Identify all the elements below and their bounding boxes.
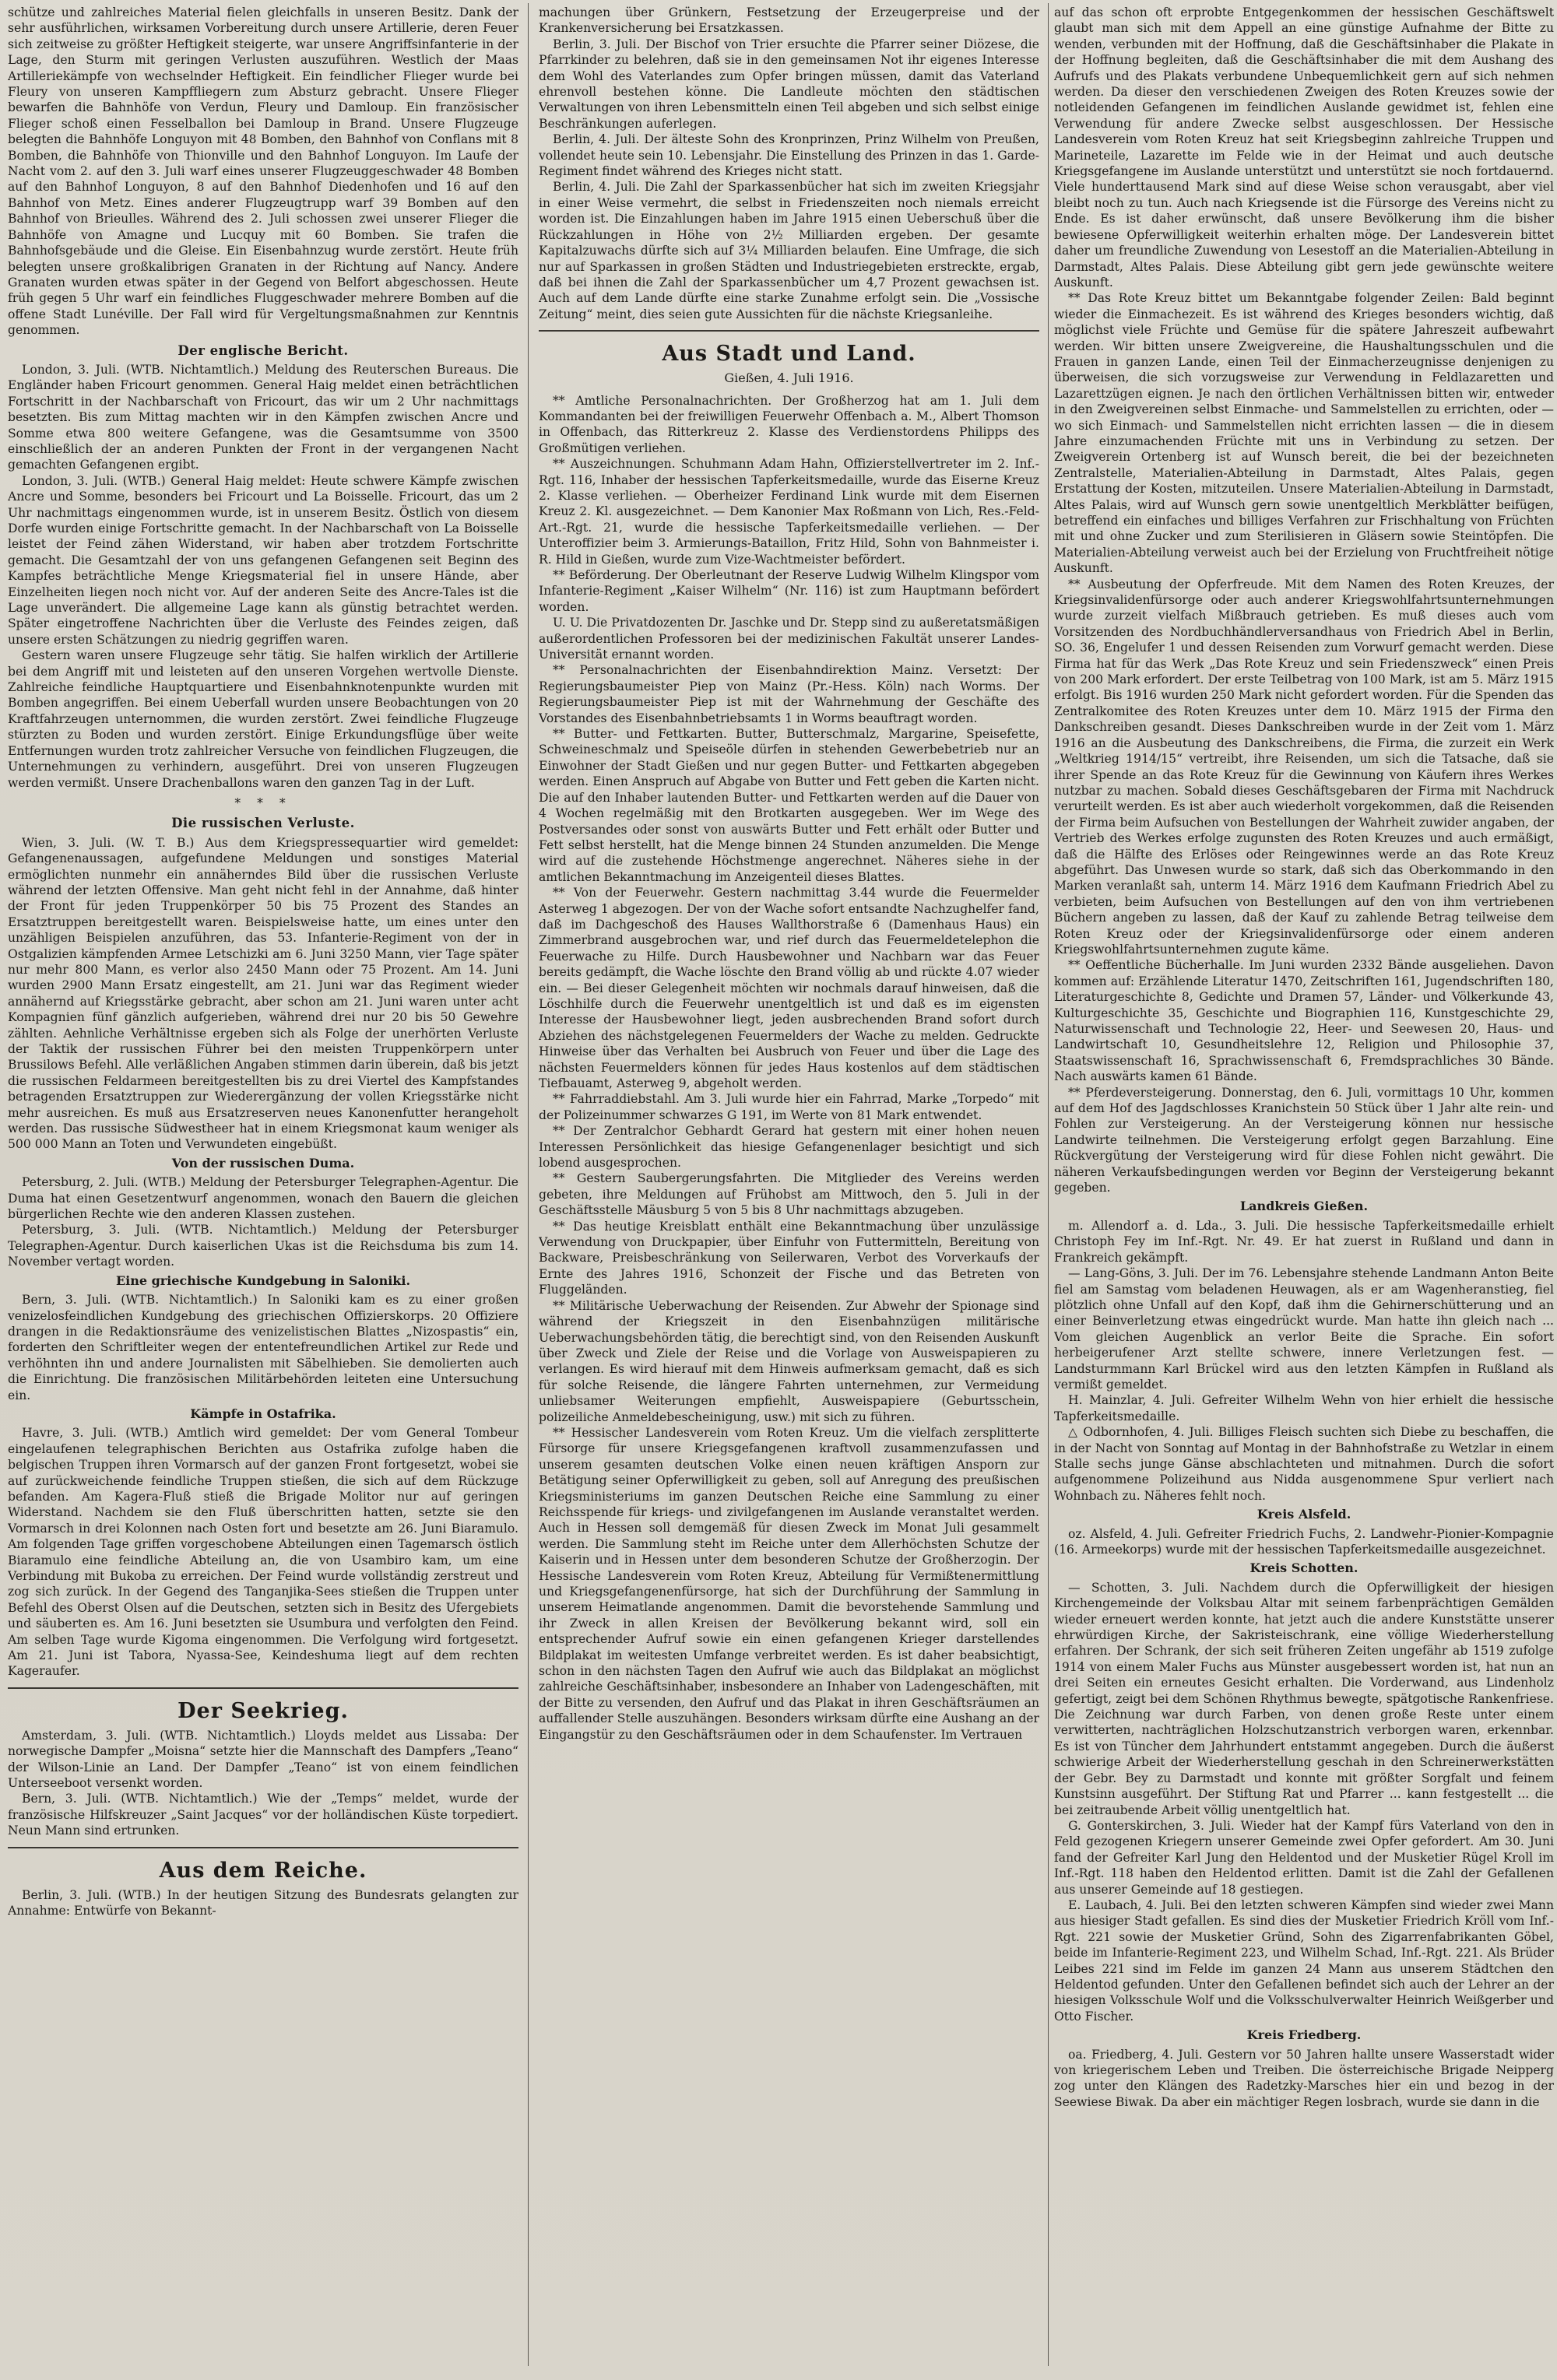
article-text: ** Das Rote Kreuz bittet um Bekanntgabe folgender Zeilen: Bald beginnt wieder die Einmachezeit. Es ist während des Krieges besonders wichtig, daß möglichst viele Früchte und Gemüse für die spätere Jahreszeit aufbewahrt werden. Wir bitten unsere Zweigvereine, die Haushaltungsschulen und die Frauen in ganzen Lande, einen Teil der Einmacherzeugnisse denjenigen zu überweisen, die sich vorzugsweise zur Verwendung in Feldlazaretten und Lazarettzügen eignen. Je nach den örtlichen Verhältnissen bitten wir, entweder in den Zweigvereinen selbst Einmache- und Sammelstellen zu errichten, oder — wo sich Einmach- und Sammelstellen nicht errichten lassen — die in diesem Jahre einzumachenden Früchte mit uns in Verbindung zu setzen. Der Zweigverein Ortenberg ist auf Wunsch bereit, die bei der bezeichneten Zentralstelle, Materialien-Abteilung in Darmstadt, Altes Palais, gegen Erstattung der Kosten, mitzuteilen. Unsere Materialien-Abteilung in Darmstadt, Altes Palais, wird auf Wunsch gern sowie unentgeltlich Merkblätter beifügen, betreffend ein einfaches und billiges Verfahren zur Frischhaltung von Früchten mit und ohne Zucker und zum Sterilisieren in Gläsern sowie Steintöpfen. Die Materialien-Abteilung verweist auch bei der Erzielung von Fruchtfreiheit nötige Auskunft. [1054, 291, 1554, 576]
article-text: ** Beförderung. Der Oberleutnant der Reserve Ludwig Wilhelm Klingspor vom Infanterie-Regiment „Kaiser Wilhelm“ (Nr. 116) ist zum Hauptmann befördert worden. [539, 568, 1039, 614]
article-text: Berlin, 4. Juli. Der älteste Sohn des Kronprinzen, Prinz Wilhelm von Preußen, vollendet heute sein 10. Lebensjahr. Die Einstellung des Prinzen in das 1. Garde-Regiment findet während des Krieges nicht statt. [539, 132, 1039, 179]
article-text: ** Pferdeversteigerung. Donnerstag, den 6. Juli, vormittags 10 Uhr, kommen auf dem Hof des Jagdschlosses Kranichstein 50 Stück über 1 Jahr alte rein- und Fohlen zur Versteigerung. An der Versteigerung können nur hessische Landwirte teilnehmen. Die Versteigerung erfolgt gegen Barzahlung. Eine Rückvergütung der Versteigerung wird für diese Fohlen nicht gewährt. Die näheren Verkaufsbedingungen werden vor Beginn der Versteigerung bekannt gegeben. [1054, 1085, 1554, 1195]
article-text: ** Ausbeutung der Opferfreude. Mit dem Namen des Roten Kreuzes, der Kriegsinvalidenfürsorge oder auch anderer Kriegswohlfahrtsunternehmungen wurde zurzeit vielfach Mißbrauch getrieben. Es muß dieses auch vom Vorsitzenden des Nordbuchhändlerversandhaus von Friedrich Abel in Berlin, SO. 36, Engelufer 1 und dessen Reisenden zum Vorwurf gemacht werden. Diese Firma hat für das Werk „Das Rote Kreuz und sein Friedenszweck“ einen Preis von 200 Mark erfordert. Der erste Teilbetrag von 100 Mark, ist am 5. März 1915 erfolgt. Bis 1916 wurden 250 Mark nicht gefordert worden. Für die Spenden das Zentralkomitee des Roten Kreuzes unter dem 10. März 1915 der Firma den Dankschreiben gesandt. Dieses Dankschreiben wurde in der Zeit vom 1. März 1916 an die Ausbeutung des Dankschreibens, die Firma, die zurzeit ein Werk „Weltkrieg 1914/15“ vertreibt, ihre Reisenden, um sich die Tatsache, daß sie ihrer Spende an das Rote Kreuz für die Gewinnung von Käufern ihres Werkes nutzbar zu machen. Sobald dieses Geschäftsgebaren der Firma mit Nachdruck verurteilt werden. Es ist aber auch wiederholt vorgekommen, daß die Reisenden der Firma beim Aufsuchen von Bestellungen der Wahrheit zuwider angaben, der Vertrieb des Werkes erfolge zugunsten des Roten Kreuzes und auch ermäßigt, daß die Hälfte des Erlöses oder Reingewinnes werde an das Rote Kreuz abgeführt. Das Unwesen wurde so stark, daß sich das Oberkommando in den Marken veranlaßt sah, unterm 14. März 1916 dem Kaufmann Friedrich Abel zu verbieten, beim Aufsuchen von Bestellungen auf den von ihm vertriebenen Büchern angeben zu lassen, daß der Kauf zu zahlende Betrag teilweise dem Roten Kreuz oder der Kriegsinvalidenfürsorge oder einem anderen Kriegswohlfahrtsunternehmen zugute käme. [1054, 577, 1554, 957]
column-left [8, 5, 518, 2364]
article-text: Petersburg, 2. Juli. (WTB.) Meldung der Petersburger Telegraphen-Agentur. Die Duma hat einen Gesetzentwurf angenommen, wonach den Bauern die gleichen bürgerlichen Rechte wie den anderen Klassen zustehen. [8, 1175, 518, 1222]
article-text: H. Mainzlar, 4. Juli. Gefreiter Wilhelm Wehn von hier erhielt die hessische Tapferkeitsmedaille. [1054, 1393, 1554, 1423]
section-heading: Der englische Bericht. [177, 342, 349, 358]
article-text: machungen über Grünkern, Festsetzung der Erzeugerpreise und der Krankenversicherung bei Ersatzkassen. [539, 5, 1039, 36]
article-text: ** Butter- und Fettkarten. Butter, Butterschmalz, Margarine, Speisefette, Schweineschmalz und Speiseöle dürfen in stehenden Gewerbebetrieb nur an Einwohner der Stadt Gießen und nur gegen Butter- und Fettkarten abgegeben werden. Einen Anspruch auf Abgabe von Butter und Fett geben die Karten nicht. Die auf den Inhaber lautenden Butter- und Fettkarten werden auf die Dauer von 4 Wochen regelmäßig mit den Brotkarten ausgegeben. Wer im Wege des Postversandes oder sonst von auswärts Butter und Fett erhält oder Butter und Fett selbst herstellt, hat die Menge binnen 24 Stunden anzumelden. Die Menge wird auf die zustehende Höchstmenge angerechnet. Näheres siehe in der amtlichen Bekanntmachung im Anzeigenteil dieses Blattes. [539, 727, 1039, 884]
section-divider-stars: * * * [234, 795, 292, 810]
section-heading: Kreis Friedberg. [1246, 2027, 1362, 2043]
column-right [1054, 5, 1554, 2364]
section-rule [539, 330, 1039, 332]
article-text: Amsterdam, 3. Juli. (WTB. Nichtamtlich.) Lloyds meldet aus Lissaba: Der norwegische Dampfer „Moisna“ setzte hier die Mannschaft des Dampfers „Teano“ der Wilson-Linie an Land. Der Dampfer „Teano“ ist von einem feindlichen Unterseeboot versenkt worden. [8, 1728, 518, 1791]
section-rule [8, 1687, 518, 1689]
article-text: ** Hessischer Landesverein vom Roten Kreuz. Um die vielfach zersplitterte Fürsorge für unsere Kriegsgefangenen kraftvoll zusammenzufassen und unserem gesamten deutschen Volke einen neuen kräftigen Ansporn zur Betätigung seiner Opferwilligkeit zu geben, soll auf Anregung des preußischen Kriegsministeriums im ganzen Deutschen Reiche eine Sammlung zu einer Reichsspende für kriegs- und zivilgefangenen im Auslande veranstaltet werden. Auch in Hessen soll demgemäß für diesen Zweck im Monat Juli gesammelt werden. Die Sammlung steht im Reiche unter dem Allerhöchsten Schutze der Kaiserin und in Hessen unter dem besonderen Schutze der Großherzogin. Der Hessische Landesverein vom Roten Kreuz, Abteilung für Vermißtenermittlung und Kriegsgefangenenfürsorge, hat sich der Durchführung der Sammlung in unserem Heimatlande angenommen. Damit die bevorstehende Sammlung und ihr Zweck in allen Kreisen der Bevölkerung bekannt wird, soll ein entsprechender Aufruf sowie ein einen gefangenen Krieger darstellendes Bildplakat im weitesten Umfange verbreitet werden. Es ist daher beabsichtigt, schon in den nächsten Tagen den Aufruf wie auch das Bildplakat an möglichst zahlreiche Geschäftsinhaber, insbesondere an Inhaber von Ladengeschäften, mit der Bitte zu versenden, den Aufruf und das Plakat in ihren Geschäftsräumen an auffallender Stelle auszuhängen. Besonders wirksam dürfte eine Aushang an der Eingangstür zu den Geschäftsräumen oder in dem Schaufenster. Im Vertrauen [539, 1425, 1039, 1742]
department-heading: Aus Stadt und Land. [662, 342, 916, 367]
section-rule [8, 1847, 518, 1848]
department-heading: Aus dem Reiche. [159, 1858, 367, 1883]
article-text: oa. Friedberg, 4. Juli. Gestern vor 50 Jahren hallte unsere Wasserstadt wider von kriegerischem Leben und Treiben. Die österreichische Brigade Neipperg zog unter den Klängen des Radetzky-Marsches hier ein und bezog in der Seewiese Biwak. Da aber ein mächtiger Regen losbrach, wurde sie dann in die [1054, 2047, 1554, 2109]
article-text: ** Oeffentliche Bücherhalle. Im Juni wurden 2332 Bände ausgeliehen. Davon kommen auf: Erzählende Literatur 1470, Zeitschriften 161, Jugendschriften 180, Literaturgeschichte 8, Gedichte und Dramen 57, Länder- und Völkerkunde 43, Kulturgeschichte 35, Geschichte und Biographien 116, Kunstgeschichte 29, Naturwissenschaft und Technologie 22, Heer- und Seewesen 20, Haus- und Landwirtschaft 10, Gesundheitslehre 12, Religion und Philosophie 37, Staatswissenschaft 16, Sprachwissenschaft 6, Fremdsprachliches 30 Bände. Nach auswärts kamen 61 Bände. [1054, 958, 1554, 1084]
article-text: ** Amtliche Personalnachrichten. Der Großherzog hat am 1. Juli dem Kommandanten bei der freiwilligen Feuerwehr Offenbach a. M., Albert Thomson in Offenbach, das Ritterkreuz 2. Klasse des Verdienstordens Philipps des Großmütigen verliehen. [539, 393, 1039, 455]
article-text: London, 3. Juli. (WTB.) General Haig meldet: Heute schwere Kämpfe zwischen Ancre und Somme, besonders bei Fricourt und La Boisselle. Fricourt, das um 2 Uhr nachmittags eingenommen wurde, ist in unserem Besitz. Östlich von diesem Dorfe wurden einige Fortschritte gemacht. In der Nachbarschaft von La Boisselle leistet der Feind zähen Widerstand, wir haben aber trotzdem Fortschritte gemacht. Die Gesamtzahl der von uns gefangenen Gefangenen seit Beginn des Kampfes beträchtliche Menge Kriegsmaterial fiel in unsere Hände, aber Einzelheiten liegen noch nicht vor. Auf der anderen Seite des Ancre-Tales ist die Lage unverändert. Die allgemeine Lage kann als günstig betrachtet werden. Später eingetroffene Nachrichten über die Verluste des Feindes zeigen, daß unsere ersten Schätzungen zu niedrig gegriffen waren. [8, 473, 518, 647]
section-heading: Kämpfe in Ostafrika. [190, 1406, 336, 1421]
article-text: Berlin, 3. Juli. Der Bischof von Trier ersuchte die Pfarrer seiner Diözese, die Pfarrkinder zu belehren, daß sie in den gemeinsamen Not ihr eigenes Interesse dem Wohl des Vaterlandes zum Opfer bringen müssen, damit das Vaterland ehrenvoll bestehen könne. Die Landleute möchten den städtischen Verwaltungen von ihren Lebensmitteln einen Teil abgeben und sich selbst einige Beschränkungen auferlegen. [539, 37, 1039, 131]
section-heading: Kreis Schotten. [1249, 1560, 1358, 1576]
article-text: Bern, 3. Juli. (WTB. Nichtamtlich.) Wie der „Temps“ meldet, wurde der französische Hilfskreuzer „Saint Jacques“ vor der holländischen Küste torpediert. Neun Mann sind ertrunken. [8, 1792, 518, 1838]
article-text: G. Gonterskirchen, 3. Juli. Wieder hat der Kampf fürs Vaterland von den in Feld gezogenen Kriegern unserer Gemeinde zwei Opfer gefordert. Am 30. Juni fand der Gefreiter Karl Jung den Heldentod und der Musketier Rügel Kroll im Inf.-Rgt. 118 haben den Heldentod erlitten. Damit ist die Zahl der Gefallenen aus unserer Gemeinde auf 18 gestiegen. [1054, 1818, 1554, 1897]
article-text: ** Personalnachrichten der Eisenbahndirektion Mainz. Versetzt: Der Regierungsbaumeister Piep von Mainz (Pr.-Hess. Köln) nach Worms. Der Regierungsbaumeister Piep ist mit der Wahrnehmung der Geschäfte des Vorstandes des Eisenbahnbetriebsamts 1 in Worms beauftragt worden. [539, 663, 1039, 725]
article-text: — Schotten, 3. Juli. Nachdem durch die Opferwilligkeit der hiesigen Kirchengemeinde der Volksbau Altar mit seinem farbenprächtigen Gemälden wieder erneuert werden konnte, hat jetzt auch die andere Kunststätte unserer ehrwürdigen Kirche, der Sakristeischrank, eine völlige Wiederherstellung erfahren. Der Schrank, der sich seit früheren Zeiten ungefähr ab 1519 zufolge 1914 von einem Maler Fuchs aus Münster ausgebessert worden ist, hat nun an drei Seiten ein erneutes Gesicht erhalten. Die Vorderwand, aus Lindenholz gefertigt, zeigt bei dem Schönen Rhythmus bewegte, spätgotische Rankenfriese. Die Zeichnung war durch Farben, von denen große Reste unter einem verwitterten, nachträglichen Holzschutzanstrich verborgen waren, erkennbar. Es ist von Tüncher dem Jahrhundert entstammt angegeben. Durch die äußerst schwierige Arbeit der Wiederherstellung geschah in den Schreinerwerkstätten der Gebr. Bey zu Darmstadt und konnte mit größter Sorgfalt und feinem Kunstsinn ausgeführt. Der Stiftung Rat und Pfarrer ... kann festgestellt ... die bei zeitraubende Arbeit völlig unentgeltlich hat. [1054, 1580, 1554, 1817]
section-heading: Kreis Alsfeld. [1256, 1507, 1351, 1522]
column-middle [539, 5, 1039, 2364]
dateline: Gießen, 4. Juli 1916. [724, 370, 854, 386]
department-heading: Der Seekrieg. [177, 1698, 349, 1723]
article-text: — Lang-Göns, 3. Juli. Der im 76. Lebensjahre stehende Landmann Anton Beite fiel am Samstag vom beladenen Heuwagen, als er am Wagenheranstieg, fiel plötzlich ohne Unfall auf den Kopf, daß ihm die Gehirnerschütterung und an einer Beinverletzung etwas eingedrückt wurde. Man hatte ihn gleich nach ... Vom gleichen Augenblick an verlor Beite die Sprache. Ein sofort herbeigerufener Arzt stellte schwere, innere Verletzungen fest. — Landsturmmann Karl Brückel wird aus den letzten Kämpfen in Rußland als vermißt gemeldet. [1054, 1266, 1554, 1392]
article-text: U. U. Die Privatdozenten Dr. Jaschke und Dr. Stepp sind zu außeretatsmäßigen außerordentlichen Professoren bei der medizinischen Fakultät unserer Landes-Universität ernannt worden. [539, 616, 1039, 662]
section-heading: Die russischen Verluste. [171, 816, 355, 831]
article-text: ** Fahrraddiebstahl. Am 3. Juli wurde hier ein Fahrrad, Marke „Torpedo“ mit der Polizeinummer schwarzes G 191, im Werte von 81 Mark entwendet. [539, 1092, 1039, 1122]
article-text: Gestern waren unsere Flugzeuge sehr tätig. Sie halfen wirklich der Artillerie bei dem Angriff mit und leisteten auf den unseren Vorgehen wertvolle Dienste. Zahlreiche feindliche Hauptquartiere und Eisenbahnknotenpunkte wurden mit Bomben angegriffen. Bei einem Ueberfall wurden unsere Beobachtungen von 20 Kraftfahrzeugen unternommen, die wurden zerstört. Zwei feindliche Flugzeuge stürzten zu Boden und wurden zerstört. Einige Erkundungsflüge über weite Entfernungen wurden trotz zahlreicher Versuche von feindlichen Flugzeugen, die Unternehmungen zu verhindern, ausgeführt. Drei von unseren Flugzeugen werden vermißt. Unsere Drachenballons waren den ganzen Tag in der Luft. [8, 648, 518, 790]
article-text: ** Gestern Saubergerungsfahrten. Die Mitglieder des Vereins werden gebeten, ihre Meldungen auf Frühobst am Mittwoch, den 5. Juli in der Geschäftsstelle Mäusburg 5 von 5 bis 8 Uhr nachmittags abzugeben. [539, 1171, 1039, 1218]
section-heading: Von der russischen Duma. [171, 1155, 355, 1171]
article-text: Bern, 3. Juli. (WTB. Nichtamtlich.) In Saloniki kam es zu einer großen venizelosfeindlichen Kundgebung des griechischen Offizierskorps. 20 Offiziere drangen in die Redaktionsräume des venizelistischen Blattes „Nizospastis“ ein, forderten den Schriftleiter wegen der ententefreundlichen Artikel zur Rede und verhöhnten ihn und andere Journalisten mit Säbelhieben. Sie demolierten auch die Einrichtung. Die französischen Militärbehörden leiteten eine Untersuchung ein. [8, 1293, 518, 1402]
article-text: ** Militärische Ueberwachung der Reisenden. Zur Abwehr der Spionage sind während der Kriegszeit in den Eisenbahnzügen militärische Ueberwachungsbehörden tätig, die berechtigt sind, von den Reisenden Auskunft über Zweck und Ziele der Reise und die Vorlage von Ausweispapieren zu verlangen. Es wird hierauf mit dem Hinweis aufmerksam gemacht, daß es sich für solche Reisende, die längere Fahrten unternehmen, zur Vermeidung unliebsamer Weiterungen empfiehlt, Ausweispapiere (Geburtsschein, polizeiliche Anmeldebescheinigung, usw.) mit sich zu führen. [539, 1298, 1039, 1424]
article-text: London, 3. Juli. (WTB. Nichtamtlich.) Meldung des Reuterschen Bureaus. Die Engländer haben Fricourt genommen. General Haig meldet einen beträchtlichen Fortschritt in der Nachbarschaft von Fricourt, das wir um 2 Uhr nachmittags besetzten. Bis zum Mittag machten wir in den Kämpfen zwischen Ancre und Somme etwa 800 weitere Gefangene, was die Gesamtsumme von 3500 einschließlich der an anderen Punkten der Front in der vergangenen Nacht gemachten Gefangenen ergibt. [8, 362, 518, 472]
article-text: oz. Alsfeld, 4. Juli. Gefreiter Friedrich Fuchs, 2. Landwehr-Pionier-Kompagnie (16. Armeekorps) wurde mit der hessischen Tapferkeitsmedaille ausgezeichnet. [1054, 1526, 1554, 1557]
article-text: ** Von der Feuerwehr. Gestern nachmittag 3.44 wurde die Feuermelder Asterweg 1 abgezogen. Der von der Wache sofort entsandte Nachzughelfer fand, daß im Dachgeschoß des Hauses Wallthorstraße 6 (Damenhaus Haus) ein Zimmerbrand ausgebrochen war, und rief durch das Feuermeldetelephon die Feuerwache zu Hilfe. Durch Hausbewohner und Nachbarn war das Feuer bereits gedämpft, die Wache löschte den Brand völlig ab und rückte 4.07 wieder ein. — Bei dieser Gelegenheit möchten wir nochmals darauf hinweisen, daß die Löschhilfe durch die Feuerwehr unentgeltlich ist und daß es im eigensten Interesse der Hausbewohner liegt, jeden ausbrechenden Brand sofort durch Abziehen des nächstgelegenen Feuermelders der Wache zu melden. Gedruckte Hinweise über das Verhalten bei Ausbruch von Feuer und über die Lage des nächsten Feuermelders können für jedes Haus kostenlos auf dem städtischen Tiefbauamt, Asterweg 9, abgeholt werden. [539, 886, 1039, 1090]
article-text: auf das schon oft erprobte Entgegenkommen der hessischen Geschäftswelt glaubt man sich mit dem Appell an eine günstige Aufnahme der Bitte zu wenden, verbunden mit der Hoffnung, daß die Geschäftsinhaber die Plakate in der Hoffnung begleiten, daß die Geschäftsinhaber die mit dem Aushang des Aufrufs und des Plakats verbundene Unbequemlichkeit gern auf sich nehmen werden. Da dieser den verschiedenen Zweigen des Roten Kreuzes sowie der notleidenden Gefangenen im feindlichen Auslande gewidmet ist, fehlen eine Verwendung für andere Zwecke selbst ausgeschlossen. Der Hessische Landesverein vom Roten Kreuz hat seit Kriegsbeginn zahlreiche Truppen und Marineteile, Lazarette im Felde wie in der Heimat und auch deutsche Kriegsgefangene im Auslande unterstützt und unterstützt sie noch fortdauernd. Viele hunderttausend Mark sind auf diese Weise schon verausgabt, aber viel bleibt noch zu tun. Auch nach Kriegsende ist die Fürsorge des Vereins nicht zu Ende. Es ist daher erwünscht, daß unsere Bevölkerung ihm die bisher bewiesene Opferwilligkeit weiterhin erhalten möge. Der Landesverein bittet daher um freundliche Zuwendung von Lesestoff an die Materialien-Abteilung in Darmstadt, Altes Palais. Diese Abteilung gibt gern jede gewünschte weitere Auskunft. [1054, 5, 1554, 290]
column-divider [528, 3, 529, 2366]
section-heading: Eine griechische Kundgebung in Saloniki. [115, 1272, 411, 1288]
article-text: ** Das heutige Kreisblatt enthält eine Bekanntmachung über unzulässige Verwendung von Druckpapier, über Einfuhr von Futtermitteln, Bereitung von Backware, Preisbeschränkung von Seilerwaren, Verbot des Vorverkaufs der Ernte des Jahres 1916, Schonzeit der Fische und das Betreten von Fluggeländen. [539, 1219, 1039, 1297]
article-text: Berlin, 4. Juli. Die Zahl der Sparkassenbücher hat sich im zweiten Kriegsjahr in einer Weise vermehrt, die selbst in Friedenszeiten noch niemals erreicht worden ist. Die Einzahlungen haben im Jahre 1915 einen Ueberschuß über die Rückzahlungen in Höhe von 2½ Milliarden ergeben. Der gesamte Kapitalzuwachs dürfte sich auf 3¼ Milliarden belaufen. Eine Umfrage, die sich nur auf Sparkassen in großen Städten und Industriegebieten erstreckte, ergab, daß bei ihnen die Zahl der Sparkassenbücher um 4,7 Prozent gewachsen ist. Auch auf dem Lande dürfte eine starke Zunahme erfolgt sein. Die „Vossische Zeitung“ meint, dies seien gute Aussichten für die nächste Kriegsanleihe. [539, 180, 1039, 321]
article-text: △ Odbornhofen, 4. Juli. Billiges Fleisch suchten sich Diebe zu beschaffen, die in der Nacht von Sonntag auf Montag in der Bahnhofstraße zu Wetzlar in einem Stalle sechs junge Gänse abschlachteten und mitnahmen. Durch die sofort aufgenommene Polizeihund aus Nidda ausgenommene Spur verliert nach Wohnbach zu. Näheres fehlt noch. [1054, 1425, 1554, 1503]
article-text: Petersburg, 3. Juli. (WTB. Nichtamtlich.) Meldung der Petersburger Telegraphen-Agentur. Durch kaiserlichen Ukas ist die Reichsduma bis zum 14. November vertagt worden. [8, 1223, 518, 1269]
article-text: ** Auszeichnungen. Schuhmann Adam Hahn, Offizierstellvertreter im 2. Inf.-Rgt. 116, Inhaber der hessischen Tapferkeitsmedaille, wurde das Eiserne Kreuz 2. Klasse verliehen. — Oberheizer Ferdinand Link wurde mit dem Eisernen Kreuz 2. Kl. ausgezeichnet. — Dem Kanonier Max Roßmann von Lich, Res.-Feld-Art.-Rgt. 21, wurde die hessische Tapferkeitsmedaille verliehen. — Der Unteroffizier beim 3. Armierungs-Bataillon, Fritz Hild, Sohn von Bahnmeister i. R. Hild in Gießen, wurde zum Vize-Wachtmeister befördert. [539, 457, 1039, 567]
article-text: Havre, 3. Juli. (WTB.) Amtlich wird gemeldet: Der vom General Tombeur eingelaufenen telegraphischen Berichten aus Ostafrika zufolge haben die belgischen Truppen ihren Vormarsch auf der ganzen Front fortgesetzt, wobei sie auf zurückweichende feindliche Truppen stießen, die sich auf dem Rückzuge befanden. Am Kagera-Fluß stieß die Brigade Molitor nur auf geringen Widerstand. Nachdem sie den Fluß überschritten hatten, setzte sie den Vormarsch in drei Kolonnen nach Osten fort und besetzte am 26. Juni Biaramulo. Am folgenden Tage griffen vorgeschobene Abteilungen einen Tagemarsch östlich Biaramulo eine feindliche Abteilung an, die von Usambiro kam, um eine Verbindung mit Bukoba zu erreichen. Der Feind wurde vollständig zerstreut und zog sich zurück. In der Gegend des Tanganjika-Sees stießen die Truppen unter Befehl des Oberst Olsen auf die Deutschen, setzten sich in Besitz des Ufergebiets und säuberten es. Am 16. Juni besetzten sie Usumbura und verfolgten den Feind. Am selben Tage wurde Kigoma eingenommen. Die Verfolgung wird fortgesetzt. Am 21. Juni ist Tabora, Nyassa-See, Keindeshuma liegt auf dem rechten Kageraufer. [8, 1426, 518, 1679]
article-text: m. Allendorf a. d. Lda., 3. Juli. Die hessische Tapferkeitsmedaille erhielt Christoph Fey im Inf.-Rgt. Nr. 49. Er hat zuerst in Rußland und dann in Frankreich gekämpft. [1054, 1218, 1554, 1265]
article-text: Berlin, 3. Juli. (WTB.) In der heutigen Sitzung des Bundesrats gelangten zur Annahme: Entwürfe von Bekannt- [8, 1887, 518, 1918]
section-heading: Landkreis Gießen. [1239, 1199, 1369, 1214]
article-text: E. Laubach, 4. Juli. Bei den letzten schweren Kämpfen sind wieder zwei Mann aus hiesiger Stadt gefallen. Es sind dies der Musketier Friedrich Kröll vom Inf.-Rgt. 221 sowie der Musketier Gründ, Sohn des Zigarrenfabrikanten Göbel, beide im Infanterie-Regiment 223, und Wilhelm Schad, Inf.-Rgt. 221. Als Brüder Leibes 221 sind im Felde im ganzen 24 Mann aus unserem Städtchen den Heldentod gefunden. Unter den Gefallenen befindet sich auch der Lehrer an der hiesigen Volksschule Wolf und die Volksschulverwalter Heinrich Weißgerber und Otto Fischer. [1054, 1897, 1554, 2024]
article-text: schütze und zahlreiches Material fielen gleichfalls in unseren Besitz. Dank der sehr ausführlichen, wirksamen Vorbereitung durch unsere Artillerie, deren Feuer sich zeitweise zu größter Heftigkeit steigerte, war unsere Angriffsinfanterie in der Lage, den Sturm mit geringen Verlusten auszuführen. Westlich der Maas Artilleriekämpfe von wechselnder Heftigkeit. Ein feindlicher Flieger wurde bei Fleury von unseren Kampffliegern zum Absturz gebracht. Unsere Flieger bewarfen die Bahnhöfe von Verdun, Fleury und Damloup. Ein französischer Flieger schoß einen Fesselballon bei Damloup in Brand. Unsere Flugzeuge belegten die Bahnhöfe Longuyon mit 48 Bomben, den Bahnhof von Conflans mit 8 Bomben, die Bahnhöfe von Thionville und den Bahnhof Longuyon. Im Laufe der Nacht vom 2. auf den 3. Juli warf eines unserer Flugzeuggeschwader 48 Bomben auf den Bahnhof Longuyon, 8 auf den Bahnhof Diedenhofen und 16 auf den Bahnhof von Metz. Eines anderer Flugzeugtrupp warf 39 Bomben auf den Bahnhof von Brieulles. Während des 2. Juli schossen zwei unserer Flieger die Bahnhöfe von Amagne und Lucquy mit 60 Bomben. Sie trafen die Bahnhofsgebäude und die Gleise. Ein Eisenbahnzug wurde zerstört. Heute früh belegten unsere großkalibrigen Granaten in der Richtung auf Nancy. Andere Granaten wurden etwas später in der Gegend von Belfort abgeschossen. Heute früh gegen 5 Uhr warf ein feindliches Fluggeschwader mehrere Bomben auf die offene Stadt Lunéville. Der Fall wird für Vergeltungsmaßnahmen zur Kenntnis genommen. [8, 5, 518, 338]
article-text: Wien, 3. Juli. (W. T. B.) Aus dem Kriegspressequartier wird gemeldet: Gefangenenaussagen, aufgefundene Meldungen und sonstiges Material ermöglichten nunmehr ein annäherndes Bild über die russischen Verluste während der letzten Offensive. Man geht nicht fehl in der Annahme, daß hinter der Front für jeden Truppenkörper 50 bis 75 Prozent des Standes an Ersatztruppen bereitgestellt waren. Beispielsweise hatte, um eines unter den unzähligen Beispielen anzuführen, das 53. Infanterie-Regiment von der in Ostgalizien kämpfenden Armee Letschizki am 6. Juni 3250 Mann, vier Tage später nur mehr 800 Mann, es verlor also 2450 Mann oder 75 Prozent. Am 14. Juni wurden 2900 Mann Ersatz eingestellt, am 21. Juni war das Regiment wieder annähernd auf Kriegsstärke gebracht, aber schon am 21. Juni waren unter acht Kompagnien fünf gänzlich aufgerieben, während drei nur 20 bis 50 Gewehre zählten. Aehnliche Verhältnisse ergeben sich als Folge der unerhörten Verluste der Taktik der russischen Führer bei den meisten Truppenkörpern unter Brussilows Befehl. Alle verläßlichen Angaben stimmen darin überein, daß bis jetzt die russischen Feldarmeen bereitgestellten bis zu drei Viertel des Kampfstandes betragenden Ersatztruppen zur Wiederergänzung der vollen Kriegsstärke nicht mehr ausreichen. Es muß aus Ersatzreserven neues Kanonenfutter herangeholt werden. Das russische Südwestheer hat in einem Kriegsmonat kaum weniger als 500 000 Mann an Toten und Verwundeten eingebüßt. [8, 835, 518, 1152]
article-text: ** Der Zentralchor Gebhardt Gerard hat gestern mit einer hohen neuen Interessen Persönlichkeit das hiesige Gefangenenlager besichtigt und sich lobend ausgesprochen. [539, 1124, 1039, 1171]
column-divider [1048, 3, 1049, 2366]
